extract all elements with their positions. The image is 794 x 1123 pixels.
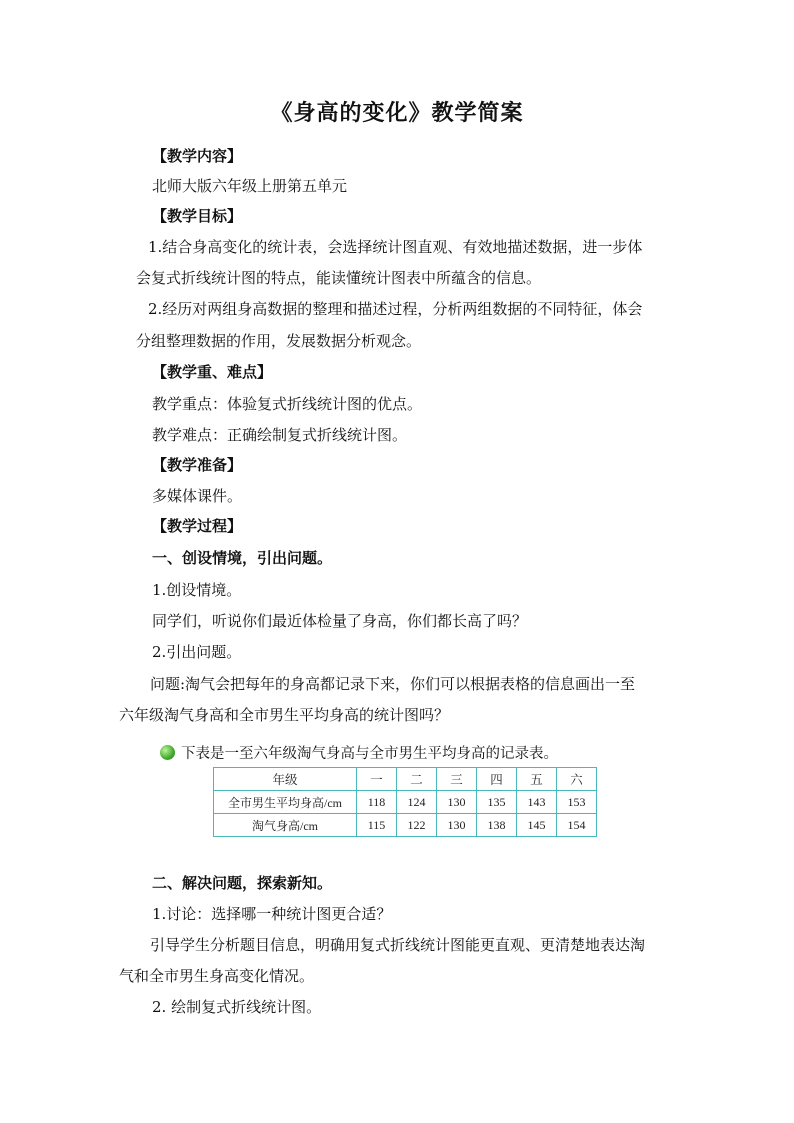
section-heading-preparation: 【教学准备】 (152, 456, 243, 474)
row-label: 淘气身高/cm (214, 814, 357, 837)
section-heading-process: 【教学过程】 (152, 517, 243, 535)
header-cell-grade: 年级 (214, 768, 357, 791)
table-cell: 130 (437, 791, 477, 814)
height-record-table (213, 767, 597, 837)
green-dot-icon (160, 745, 175, 760)
section-heading-goals: 【教学目标】 (152, 207, 243, 225)
section-heading-content: 【教学内容】 (152, 147, 243, 165)
table-cell: 153 (557, 791, 597, 814)
part-1-heading: 一、创设情境，引出问题。 (152, 549, 333, 567)
table-cell: 145 (517, 814, 557, 837)
table-caption-text: 下表是一至六年级淘气身高与全市男生平均身高的记录表。 (181, 746, 558, 762)
header-cell: 三 (437, 768, 477, 791)
table-header-row (214, 768, 597, 791)
content-text: 北师大版六年级上册第五单元 (152, 177, 348, 195)
table-cell: 122 (397, 814, 437, 837)
goal-2-line-2: 分组整理数据的作用，发展数据分析观念。 (136, 332, 422, 350)
table-cell: 130 (437, 814, 477, 837)
part-2-heading: 二、解决问题，探索新知。 (152, 874, 333, 892)
part-1-question-line-1: 问题:淘气会把每年的身高都记录下来，你们可以根据表格的信息画出一至 (150, 675, 636, 693)
table-cell: 138 (477, 814, 517, 837)
table-cell: 124 (397, 791, 437, 814)
part-2-item-2: 2. 绘制复式折线统计图。 (152, 998, 322, 1016)
header-cell: 一 (357, 768, 397, 791)
part-1-item-1: 1.创设情境。 (152, 581, 242, 599)
difficult-point-text: 教学难点：正确绘制复式折线统计图。 (152, 426, 408, 444)
part-2-item-1: 1.讨论：选择哪一种统计图更合适？ (152, 905, 392, 923)
part-2-paragraph-line-2: 气和全市男生身高变化情况。 (119, 967, 315, 985)
row-label: 全市男生平均身高/cm (214, 791, 357, 814)
table-cell: 135 (477, 791, 517, 814)
part-1-item-2: 2.引出问题。 (152, 643, 242, 661)
header-cell: 五 (517, 768, 557, 791)
table-caption (160, 742, 558, 763)
part-2-paragraph-line-1: 引导学生分析题目信息，明确用复式折线统计图能更直观、更清楚地表达淘 (150, 936, 646, 954)
table-cell: 118 (357, 791, 397, 814)
table-cell: 154 (557, 814, 597, 837)
header-cell: 六 (557, 768, 597, 791)
page-title: 《身高的变化》教学简案 (270, 100, 524, 126)
goal-1-line-1: 1.结合身高变化的统计表，会选择统计图直观、有效地描述数据，进一步体 (148, 238, 643, 256)
table-row (214, 791, 597, 814)
key-point-text: 教学重点：体验复式折线统计图的优点。 (152, 395, 423, 413)
goal-1-line-2: 会复式折线统计图的特点，能读懂统计图表中所蕴含的信息。 (136, 269, 542, 287)
table-row (214, 814, 597, 837)
header-cell: 四 (477, 768, 517, 791)
table-cell: 115 (357, 814, 397, 837)
preparation-text: 多媒体课件。 (152, 487, 243, 505)
part-1-question-line-2: 六年级淘气身高和全市男生平均身高的统计图吗？ (119, 706, 450, 724)
part-1-paragraph-1: 同学们，听说你们最近体检量了身高，你们都长高了吗？ (152, 612, 528, 630)
header-cell: 二 (397, 768, 437, 791)
goal-2-line-1: 2.经历对两组身高数据的整理和描述过程，分析两组数据的不同特征，体会 (148, 300, 643, 318)
table-cell: 143 (517, 791, 557, 814)
section-heading-key-points: 【教学重、难点】 (152, 363, 273, 381)
